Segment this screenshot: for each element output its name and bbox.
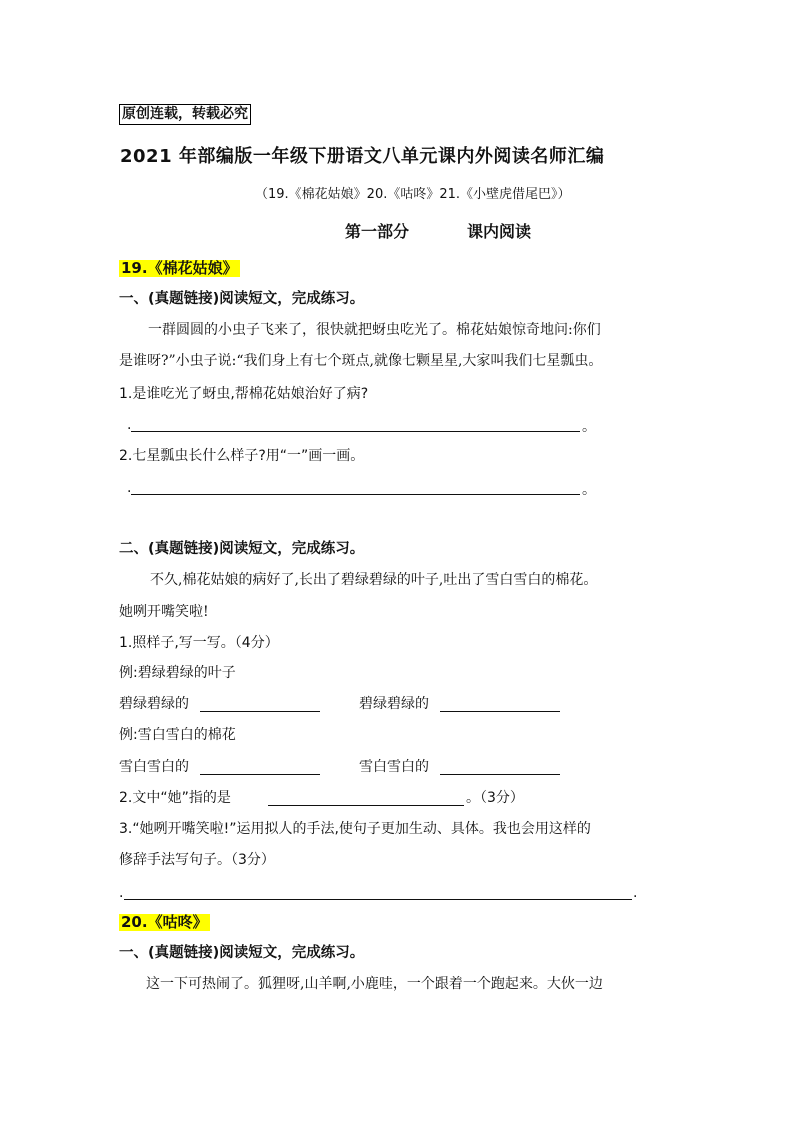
fill-prefix: 雪白雪白的 — [119, 759, 189, 775]
question-3: 3.“她咧开嘴笑啦!”运用拟人的手法,使句子更加生动、具体。我也会用这样的 — [119, 821, 591, 837]
question-1: 1.照样子,写一写。（4分） — [119, 635, 279, 651]
lesson-19-heading: 19.《棉花姑娘》 — [121, 259, 238, 277]
example-text: 例:雪白雪白的棉花 — [119, 727, 236, 743]
document-subtitle: （19.《棉花姑娘》20.《咕咚》21.《小壁虎借尾巴》） — [255, 187, 571, 202]
fill-prefix: 雪白雪白的 — [359, 759, 429, 775]
passage-line: 她咧开嘴笑啦! — [119, 604, 209, 620]
answer-line-start: . — [127, 480, 132, 496]
copyright-notice: 原创连载，转载必究 — [119, 104, 251, 125]
passage-line: 一群圆圆的小虫子飞来了，很快就把蚜虫吃光了。棉花姑娘惊奇地问:你们 — [148, 322, 601, 338]
part-label: 第一部分 — [345, 222, 410, 241]
document-title: 2021 年部编版一年级下册语文八单元课内外阅读名师汇编 — [120, 146, 605, 167]
question-2-score: 。（3分） — [466, 790, 524, 806]
fill-blank[interactable] — [200, 711, 320, 712]
part-title — [345, 224, 531, 240]
passage-line: 不久,棉花姑娘的病好了,长出了碧绿碧绿的叶子,吐出了雪白雪白的棉花。 — [150, 572, 598, 588]
passage-line: 是谁呀?”小虫子说:“我们身上有七个斑点,就像七颗星星,大家叫我们七星瓢虫。 — [119, 353, 603, 369]
fill-blank[interactable] — [440, 774, 560, 775]
fill-blank[interactable] — [440, 711, 560, 712]
fill-prefix: 碧绿碧绿的 — [359, 696, 429, 712]
answer-line[interactable] — [131, 494, 580, 495]
answer-line-end: . — [633, 885, 638, 901]
question-2: 2.文中“她”指的是 — [119, 790, 231, 806]
answer-line-start: . — [119, 885, 124, 901]
passage-line: 这一下可热闹了。狐狸呀,山羊啊,小鹿哇，一个跟着一个跑起来。大伙一边 — [146, 976, 603, 992]
answer-line[interactable] — [124, 899, 632, 900]
question-1: 1.是谁吃光了蚜虫,帮棉花姑娘治好了病? — [119, 386, 369, 402]
answer-line-end: 。 — [582, 419, 596, 435]
question-3-continued: 修辞手法写句子。（3分） — [119, 852, 275, 868]
exercise-2-heading: 二、(真题链接)阅读短文，完成练习。 — [119, 541, 365, 557]
answer-line-start: . — [127, 417, 132, 433]
fill-blank[interactable] — [200, 774, 320, 775]
answer-line-end: 。 — [582, 482, 596, 498]
lesson-20-heading: 20.《咕咚》 — [121, 913, 208, 931]
part-label-reading: 课内阅读 — [467, 222, 532, 241]
example-text: 例:碧绿碧绿的叶子 — [119, 665, 236, 681]
exercise-1-heading: 一、(真题链接)阅读短文，完成练习。 — [119, 291, 365, 307]
question-2: 2.七星瓢虫长什么样子?用“一”画一画。 — [119, 448, 365, 464]
answer-line[interactable] — [131, 431, 580, 432]
fill-blank[interactable] — [268, 805, 464, 806]
fill-prefix: 碧绿碧绿的 — [119, 696, 189, 712]
exercise-1-heading: 一、(真题链接)阅读短文，完成练习。 — [119, 945, 365, 961]
